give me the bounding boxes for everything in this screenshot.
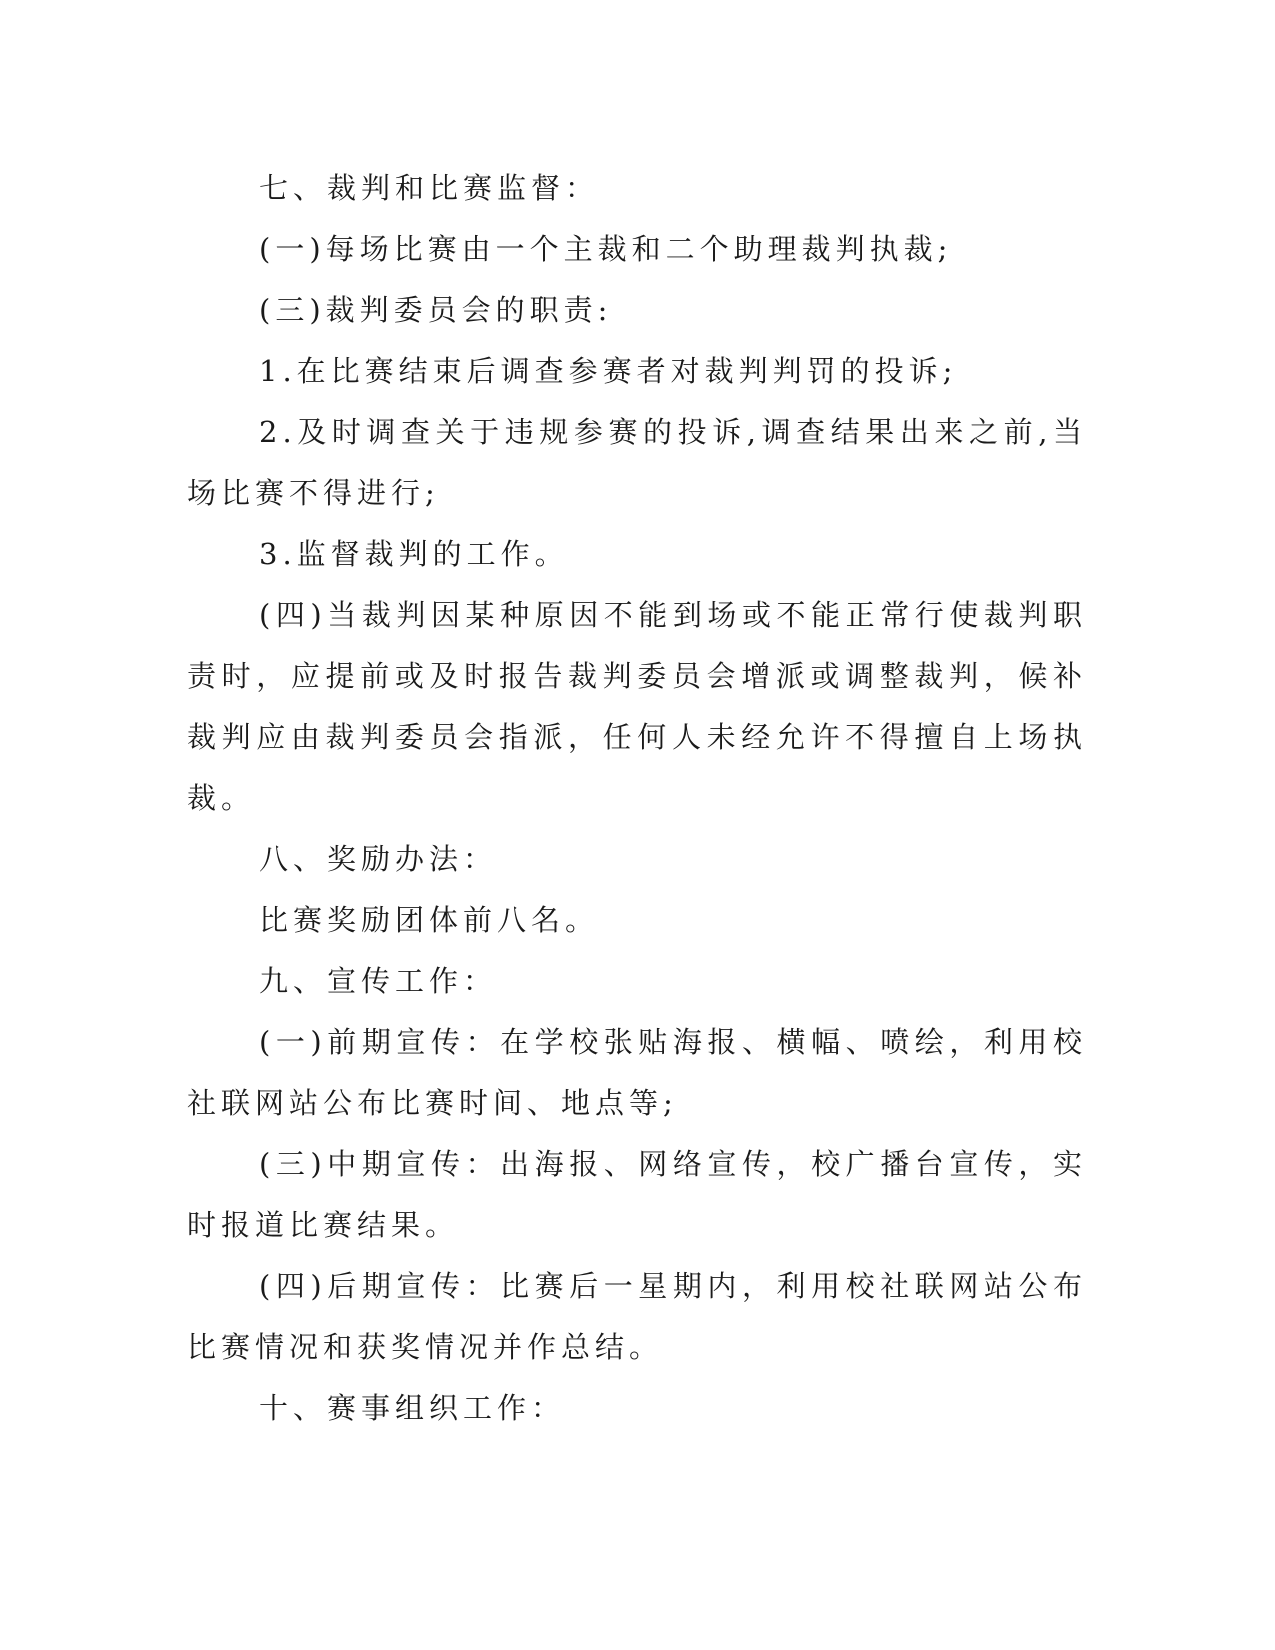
section-heading-referee: 七、裁判和比赛监督： (259, 171, 600, 205)
section-heading-awards: 八、奖励办法： (259, 842, 498, 876)
document-body (187, 158, 1087, 1439)
paragraph-duty-1: 1.在比赛结束后调查参赛者对裁判判罚的投诉; (259, 354, 958, 388)
paragraph-committee-duties: (三)裁判委员会的职责: (259, 293, 613, 327)
section-heading-organization: 十、赛事组织工作： (259, 1391, 566, 1425)
paragraph-publicity-early: (一)前期宣传：在学校张贴海报、横幅、喷绘，利用校社联网站公布比赛时间、地点等; (187, 1025, 1087, 1120)
paragraph-referee-composition: (一)每场比赛由一个主裁和二个助理裁判执裁; (259, 232, 953, 266)
paragraph-duty-3: 3.监督裁判的工作。 (259, 537, 569, 571)
paragraph-awards: 比赛奖励团体前八名。 (259, 903, 600, 937)
paragraph-publicity-mid: (三)中期宣传：出海报、网络宣传，校广播台宣传，实时报道比赛结果。 (187, 1147, 1087, 1242)
paragraph-duty-2: 2.及时调查关于违规参赛的投诉,调查结果出来之前,当场比赛不得进行; (187, 415, 1087, 510)
paragraph-publicity-late: (四)后期宣传：比赛后一星期内，利用校社联网站公布比赛情况和获奖情况并作总结。 (187, 1269, 1087, 1364)
section-heading-publicity: 九、宣传工作： (259, 964, 498, 998)
paragraph-referee-absence: (四)当裁判因某种原因不能到场或不能正常行使裁判职责时，应提前或及时报告裁判委员会增派或调整裁判，候补裁判应由裁判委员会指派，任何人未经允许不得擅自上场执裁。 (187, 598, 1087, 815)
